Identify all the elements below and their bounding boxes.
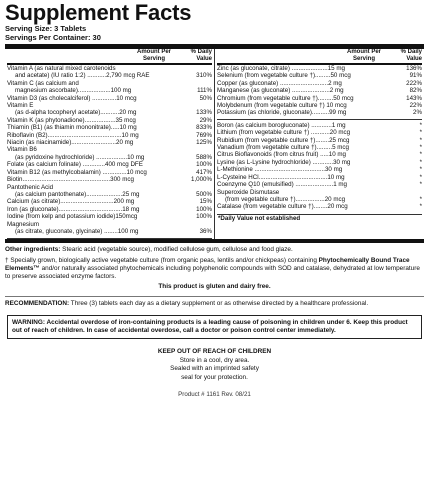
other-ingredients (5, 246, 424, 254)
nutrient-row (7, 206, 212, 213)
nutrient-name-amount: L-Cysteine HCl........................................10 mg (217, 173, 345, 181)
nutrient-row (217, 181, 422, 188)
nutrient-name-amount: (as citrate, gluconate, glycinate) ........100 mg (15, 227, 139, 235)
nutrient-daily-value: 111% (197, 87, 212, 95)
nutrient-name-amount: Vitamin B6 (7, 146, 37, 154)
nutrient-name-amount: Pantothenic Acid (7, 183, 54, 191)
nutrient-daily-value: 36% (199, 227, 212, 235)
nutrient-daily-value: * (419, 121, 422, 129)
nutrient-row (217, 151, 422, 158)
nutrient-name-amount: Vitamin C (as calcium and (7, 79, 79, 87)
facts-table (5, 49, 424, 243)
recommendation (5, 300, 424, 308)
nutrient-row (7, 228, 212, 235)
nutrient-daily-value (184, 102, 212, 109)
nutrient-daily-value (394, 189, 422, 196)
nutrient-row (7, 117, 212, 124)
nutrient-daily-value: * (419, 195, 422, 203)
nutrient-row (217, 122, 422, 129)
nutrient-daily-value: * (419, 136, 422, 144)
nutrient-name-amount: Iron (as gluconate).....................................18 mg (7, 205, 140, 213)
nutrient-row (217, 95, 422, 102)
nutrient-name-amount: Copper (as gluconate) ............................2 mg (217, 79, 342, 87)
recommendation-text: Three (3) tablets each day as a dietary supplement or as otherwise directed by a healthcare professional. (69, 300, 369, 308)
gluten-dairy-statement: This product is gluten and dairy free. (158, 283, 271, 291)
nutrient-daily-value: 769% (196, 131, 212, 139)
nutrient-daily-value (184, 80, 212, 87)
nutrient-daily-value: * (419, 181, 422, 189)
nutrient-name-amount: Boron (as calcium borogluconate) ............1 mg (217, 121, 346, 129)
nutrient-row (217, 137, 422, 144)
nutrient-name-amount: Molybdenum (from vegetable culture †) 10 mcg (217, 102, 347, 110)
keep-out-heading: KEEP OUT OF REACH OF CHILDREN (157, 348, 272, 356)
nutrient-row (217, 80, 422, 87)
nutrient-row (7, 169, 212, 176)
product-number: Product # 1161 Rev. 08/21 (178, 390, 251, 398)
panel-title: Supplement Facts (5, 0, 192, 25)
nutrient-name-amount: Potassium (as chloride, gluconate)..........99 mg (217, 109, 347, 117)
nutrient-row (7, 221, 212, 228)
nutrient-row (7, 176, 212, 183)
servings-per-container: Servings Per Container: 30 (5, 33, 101, 42)
nutrient-name-amount: (as calcium pantothenate).....................25 mg (15, 190, 140, 198)
nutrient-daily-value: * (419, 129, 422, 137)
nutrient-row (7, 124, 212, 131)
nutrient-daily-value: 222% (406, 79, 422, 87)
nutrient-daily-value: 2% (413, 109, 422, 117)
nutrient-daily-value: 143% (406, 94, 422, 102)
nutrient-name-amount: (as pyridoxine hydrochloride) ..................10 mg (15, 153, 145, 161)
storage-line1: Store in a cool, dry area. (179, 356, 250, 364)
other-ingredients-text: Stearic acid (vegetable source), modified cellulose gum, cellulose and food glaze. (60, 246, 293, 254)
right-other-list (217, 122, 422, 211)
nutrient-row (217, 144, 422, 151)
nutrient-name-amount: Superoxide Dismutase (217, 188, 280, 196)
nutrient-name-amount: Biotin...................................................300 mcg (7, 176, 134, 184)
nutrient-name-amount: Lithium (from vegetable culture †) ...........20 mcg (217, 129, 351, 137)
nutrient-daily-value: 500% (196, 190, 212, 198)
nutrient-daily-value (184, 65, 212, 72)
nutrient-daily-value (184, 221, 212, 228)
dv-header-line1: % Daily (400, 49, 422, 55)
nutrient-row (217, 159, 422, 166)
nutrient-daily-value: 22% (409, 102, 422, 110)
nutrient-name-amount: Iodine (from kelp and potassium iodide)150mcg (7, 213, 138, 221)
nutrient-name-amount: Vitamin B12 (as methylcobalamin) ..............10 mcg (7, 168, 147, 176)
nutrient-name-amount: Zinc (as gluconate, citrate) .....................15 mg (217, 65, 345, 72)
nutrient-row (7, 102, 212, 109)
nutrient-daily-value: 133% (196, 109, 212, 117)
nutrient-name-amount: Catalase (from vegetable culture †)........20 mcg (217, 203, 348, 211)
nutrient-daily-value: 588% (196, 153, 212, 161)
amount-header-line2: Serving (142, 55, 165, 62)
nutrient-name-amount: (from vegetable culture †).................20 mcg (225, 195, 346, 203)
nutrient-name-amount: Coenzyme Q10 (emulsified) ......................1 mg (217, 181, 347, 189)
nutrient-daily-value: * (419, 144, 422, 152)
nutrient-daily-value: 136% (406, 65, 422, 72)
nutrient-row (7, 109, 212, 116)
right-column-header (217, 49, 422, 65)
nutrient-name-amount: L-Methionine .........................................30 mg (217, 166, 343, 174)
nutrient-daily-value: 91% (409, 72, 422, 80)
nutrient-daily-value (184, 146, 212, 153)
other-ingredients-label: Other ingredients: (5, 246, 61, 254)
nutrient-row (7, 191, 212, 198)
nutrient-daily-value: 15% (199, 198, 212, 206)
nutrient-row (217, 174, 422, 181)
nutrient-daily-value: 125% (196, 139, 212, 147)
nutrient-row (7, 87, 212, 94)
nutrient-name-amount: Niacin (as niacinamide)..........................20 mg (7, 139, 134, 147)
iron-warning-box: WARNING: Accidental overdose of iron-containing products is a leading cause of poisoning in children under 6. Keep this product out of reach of children. In case of accidental overdose, call a doctor or poison control center immediately. (7, 315, 422, 339)
nutrient-name-amount: magnesium ascorbate)...................100 mg (15, 87, 132, 95)
section-divider (5, 296, 424, 297)
dv-header-line2: Value (406, 55, 422, 62)
nutrient-row (217, 189, 422, 196)
nutrient-daily-value: 100% (196, 161, 212, 169)
amount-header-line1: Amount Per (346, 49, 381, 55)
nutrient-daily-value: 310% (196, 72, 212, 80)
nutrient-name-amount: (as d-alpha tocopheryl acetate)...........20 mg (15, 109, 137, 117)
nutrient-row (217, 109, 422, 116)
serving-size: Serving Size: 3 Tablets (5, 24, 87, 33)
dagger-note-part1: † Specially grown, biologically active vegetable culture (from organic peas, lentils and/or chickpeas) containing (5, 257, 317, 265)
nutrient-name-amount: Vanadium (from vegetable culture †).........5 mcg (217, 144, 349, 152)
right-column (215, 49, 424, 239)
left-bottom-rule (7, 238, 212, 239)
nutrient-row (217, 196, 422, 203)
nutrient-daily-value: 29% (199, 116, 212, 124)
nutrient-row (7, 72, 212, 79)
nutrient-name-amount: Thiamin (B1) (as thiamin mononitrate).....10 mg (7, 124, 137, 132)
nutrient-name-amount: Magnesium (7, 220, 39, 228)
nutrient-row (7, 184, 212, 191)
storage-line2: Sealed with an imprinted safety (170, 365, 259, 373)
nutrient-name-amount: Citrus Bioflavonoids (from citrus fruit) .....10 mg (217, 151, 346, 159)
nutrient-daily-value: 100% (196, 213, 212, 221)
nutrient-name-amount: Riboflavin (B2)...........................................10 mg (7, 131, 139, 139)
nutrient-row (7, 139, 212, 146)
nutrient-row (7, 80, 212, 87)
left-nutrient-list (7, 65, 212, 235)
dagger-note-bold: Phytochemically Bound Trace Elements™ (5, 257, 410, 273)
nutrient-row (7, 213, 212, 220)
nutrient-row (7, 65, 212, 72)
nutrient-row (7, 146, 212, 153)
nutrient-daily-value: * (419, 173, 422, 181)
nutrient-daily-value: * (419, 151, 422, 159)
amount-header-line1: Amount Per (136, 49, 171, 55)
nutrient-daily-value: 417% (196, 168, 212, 176)
nutrient-daily-value: * (419, 158, 422, 166)
nutrient-name-amount: Selenium (from vegetable culture †).........50 mcg (217, 72, 351, 80)
dv-header-line1: % Daily (190, 49, 212, 55)
nutrient-daily-value (184, 184, 212, 191)
left-column (5, 49, 215, 239)
nutrient-row (217, 72, 422, 79)
nutrient-row (217, 102, 422, 109)
dv-not-established-note: *Daily Value not established (218, 214, 301, 222)
nutrient-row (217, 87, 422, 94)
nutrient-name-amount: Vitamin E (7, 102, 34, 110)
nutrient-daily-value: 82% (409, 87, 422, 95)
nutrient-name-amount: Vitamin A (as natural mixed carotenoids (7, 65, 116, 72)
nutrient-daily-value: 50% (199, 94, 212, 102)
storage-line3: seal for your protection. (181, 373, 248, 381)
nutrient-daily-value: 1,000% (191, 176, 212, 184)
nutrient-name-amount: Calcium (as citrate)...............................200 mg (7, 198, 135, 206)
right-mineral-list (217, 65, 422, 117)
dagger-note-part2: and/or naturally associated phytochemicals including polyphenolic compounds with SOD and catalase, dehydrated at low temperature to preserve associated enzyme factors. (5, 265, 420, 281)
nutrient-daily-value: * (419, 203, 422, 211)
nutrient-row (217, 129, 422, 136)
nutrient-name-amount: Vitamin D3 (as cholecalciferol) ..............10 mcg (7, 94, 137, 102)
nutrient-row (7, 198, 212, 205)
nutrient-name-amount: Rubidium (from vegetable culture †)........25 mcg (217, 136, 350, 144)
nutrient-name-amount: Manganese (as gluconate) ......................2 mg (217, 87, 344, 95)
nutrient-row (217, 166, 422, 173)
left-column-header (7, 49, 212, 65)
nutrient-row (217, 65, 422, 72)
amount-header-line2: Serving (352, 55, 375, 62)
storage-section (5, 348, 424, 382)
nutrient-name-amount: Vitamin K (as phytonadione)..................35 mcg (7, 116, 136, 124)
nutrient-daily-value: * (419, 166, 422, 174)
nutrient-row (217, 203, 422, 210)
nutrient-row (7, 161, 212, 168)
nutrient-name-amount: and acetate) (IU ratio 1:2) ...........2,790 mcg RAE (15, 72, 150, 80)
nutrient-row (7, 95, 212, 102)
nutrient-name-amount: Chromium (from vegetable culture †).........50 mcg (217, 94, 354, 102)
nutrient-name-amount: Folate (as calcium folinate) .............400 mcg DFE (7, 161, 143, 169)
vegetable-culture-note (5, 257, 424, 281)
nutrient-row (7, 132, 212, 139)
nutrient-row (7, 154, 212, 161)
nutrient-daily-value: 100% (196, 205, 212, 213)
nutrient-daily-value: 833% (196, 124, 212, 132)
nutrient-name-amount: Lysine (as L-Lysine hydrochloride) ............30 mg (217, 158, 351, 166)
recommendation-label: RECOMMENDATION: (5, 300, 70, 308)
dv-header-line2: Value (196, 55, 212, 62)
